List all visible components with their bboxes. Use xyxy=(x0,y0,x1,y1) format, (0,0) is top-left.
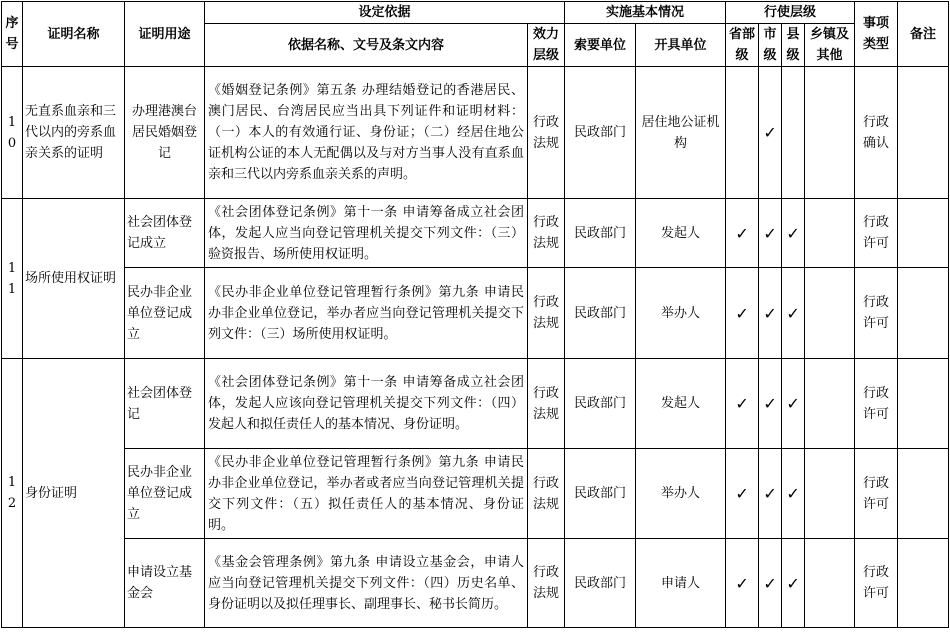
row-remark xyxy=(898,268,949,359)
row-level: 行政法规 xyxy=(528,67,565,199)
certificate-table xyxy=(1,1,949,628)
row-purpose: 社会团体登记成立 xyxy=(125,199,205,268)
row-name: 无直系血亲和三代以内的旁系血亲关系的证明 xyxy=(23,67,125,199)
check-county-checkmark-icon: ✓ xyxy=(782,268,805,359)
row-issue-unit: 举办人 xyxy=(636,449,726,539)
row-level: 行政法规 xyxy=(528,268,565,359)
row-level: 行政法规 xyxy=(528,449,565,539)
check-city-checkmark-icon: ✓ xyxy=(759,539,782,628)
table-row xyxy=(2,449,949,539)
header-name: 证明名称 xyxy=(23,2,125,67)
check-city-checkmark-icon: ✓ xyxy=(759,359,782,449)
check-province-checkmark-icon: ✓ xyxy=(726,539,759,628)
row-basis: 《基金会管理条例》第九条 申请设立基金会，申请人应当向登记管理机关提交下列文件：（四）历史名单、身份证明以及拟任理事长、副理事长、秘书长简历。 xyxy=(205,539,528,628)
row-basis: 《婚姻登记条例》第五条 办理结婚登记的香港居民、澳门居民、台湾居民应当出具下列证件和证明材料：（一）本人的有效通行证、身份证；（二）经居住地公证机构公证的本人无配偶以及与对方当事人没有直系血亲和三代以内旁系血亲关系的声明。 xyxy=(205,67,528,199)
check-province-checkmark-icon: ✓ xyxy=(726,268,759,359)
row-issue-unit: 申请人 xyxy=(636,539,726,628)
row-type: 行政许可 xyxy=(855,359,898,449)
table-row xyxy=(2,268,949,359)
row-issue-unit: 发起人 xyxy=(636,199,726,268)
check-county-checkmark-icon: ✓ xyxy=(782,199,805,268)
row-level: 行政法规 xyxy=(528,359,565,449)
check-city-checkmark-icon: ✓ xyxy=(759,449,782,539)
row-demand-unit: 民政部门 xyxy=(565,268,636,359)
row-remark xyxy=(898,359,949,449)
row-remark xyxy=(898,539,949,628)
table-row xyxy=(2,199,949,268)
header-demand-unit: 索要单位 xyxy=(565,24,636,67)
check-township xyxy=(805,359,855,449)
check-township xyxy=(805,539,855,628)
row-type: 行政许可 xyxy=(855,449,898,539)
row-type: 行政许可 xyxy=(855,268,898,359)
header-basis-level: 效力层级 xyxy=(528,24,565,67)
header-type: 事项类型 xyxy=(855,2,898,67)
check-province-checkmark-icon: ✓ xyxy=(726,449,759,539)
header-impl-group: 实施基本情况 xyxy=(565,2,726,24)
row-purpose: 民办非企业单位登记成立 xyxy=(125,449,205,539)
row-demand-unit: 民政部门 xyxy=(565,449,636,539)
header-remark: 备注 xyxy=(898,2,949,67)
header-level-group: 行使层级 xyxy=(726,2,855,24)
row-level: 行政法规 xyxy=(528,199,565,268)
row-demand-unit: 民政部门 xyxy=(565,359,636,449)
row-type: 行政许可 xyxy=(855,199,898,268)
row-name: 场所使用权证明 xyxy=(23,199,125,359)
check-province xyxy=(726,67,759,199)
check-county-checkmark-icon: ✓ xyxy=(782,539,805,628)
table-row xyxy=(2,359,949,449)
check-province-checkmark-icon: ✓ xyxy=(726,359,759,449)
header-issue-unit: 开具单位 xyxy=(636,24,726,67)
header-basis-group: 设定依据 xyxy=(205,2,565,24)
check-city-checkmark-icon: ✓ xyxy=(759,268,782,359)
row-name: 身份证明 xyxy=(23,359,125,628)
row-basis: 《民办非企业单位登记管理暂行条例》第九条 申请民办非企业单位登记，举办者或者应当向登记管理机关提交下列文件：（五）拟任责任人的基本情况、身份证明。 xyxy=(205,449,528,539)
check-city-checkmark-icon: ✓ xyxy=(759,67,782,199)
row-demand-unit: 民政部门 xyxy=(565,199,636,268)
check-province-checkmark-icon: ✓ xyxy=(726,199,759,268)
row-demand-unit: 民政部门 xyxy=(565,67,636,199)
row-remark xyxy=(898,199,949,268)
row-purpose: 办理港澳台居民婚姻登记 xyxy=(125,67,205,199)
check-county-checkmark-icon: ✓ xyxy=(782,449,805,539)
row-type: 行政许可 xyxy=(855,539,898,628)
check-county-checkmark-icon: ✓ xyxy=(782,359,805,449)
row-level: 行政法规 xyxy=(528,539,565,628)
row-issue-unit: 发起人 xyxy=(636,359,726,449)
header-basis-content: 依据名称、文号及条文内容 xyxy=(205,24,528,67)
row-issue-unit: 举办人 xyxy=(636,268,726,359)
row-issue-unit: 居住地公证机构 xyxy=(636,67,726,199)
row-purpose: 民办非企业单位登记成立 xyxy=(125,268,205,359)
header-province: 省部级 xyxy=(726,24,759,67)
row-type: 行政确认 xyxy=(855,67,898,199)
check-township xyxy=(805,199,855,268)
row-remark xyxy=(898,449,949,539)
header-seq: 序号 xyxy=(2,2,23,67)
row-basis: 《社会团体登记条例》第十一条 申请筹备成立社会团体，发起人应该向登记管理机关提交下列文件：（四）发起人和拟任责任人的基本情况、身份证明。 xyxy=(205,359,528,449)
header-purpose: 证明用途 xyxy=(125,2,205,67)
row-basis: 《社会团体登记条例》第十一条 申请筹备成立社会团体，发起人应当向登记管理机关提交下列文件：（三）验资报告、场所使用权证明。 xyxy=(205,199,528,268)
check-township xyxy=(805,268,855,359)
header-city: 市级 xyxy=(759,24,782,67)
table-row xyxy=(2,67,949,199)
row-seq: 12 xyxy=(2,359,23,628)
header-county: 县级 xyxy=(782,24,805,67)
row-seq: 10 xyxy=(2,67,23,199)
check-city-checkmark-icon: ✓ xyxy=(759,199,782,268)
row-demand-unit: 民政部门 xyxy=(565,539,636,628)
row-seq: 11 xyxy=(2,199,23,359)
row-purpose: 申请设立基金会 xyxy=(125,539,205,628)
check-county xyxy=(782,67,805,199)
row-basis: 《民办非企业单位登记管理暂行条例》第九条 申请民办非企业单位登记，举办者应当向登记管理机关提交下列文件：（三）场所使用权证明。 xyxy=(205,268,528,359)
header-township: 乡镇及其他 xyxy=(805,24,855,67)
table-row xyxy=(2,539,949,628)
row-purpose: 社会团体登记 xyxy=(125,359,205,449)
check-township xyxy=(805,449,855,539)
check-township xyxy=(805,67,855,199)
row-remark xyxy=(898,67,949,199)
